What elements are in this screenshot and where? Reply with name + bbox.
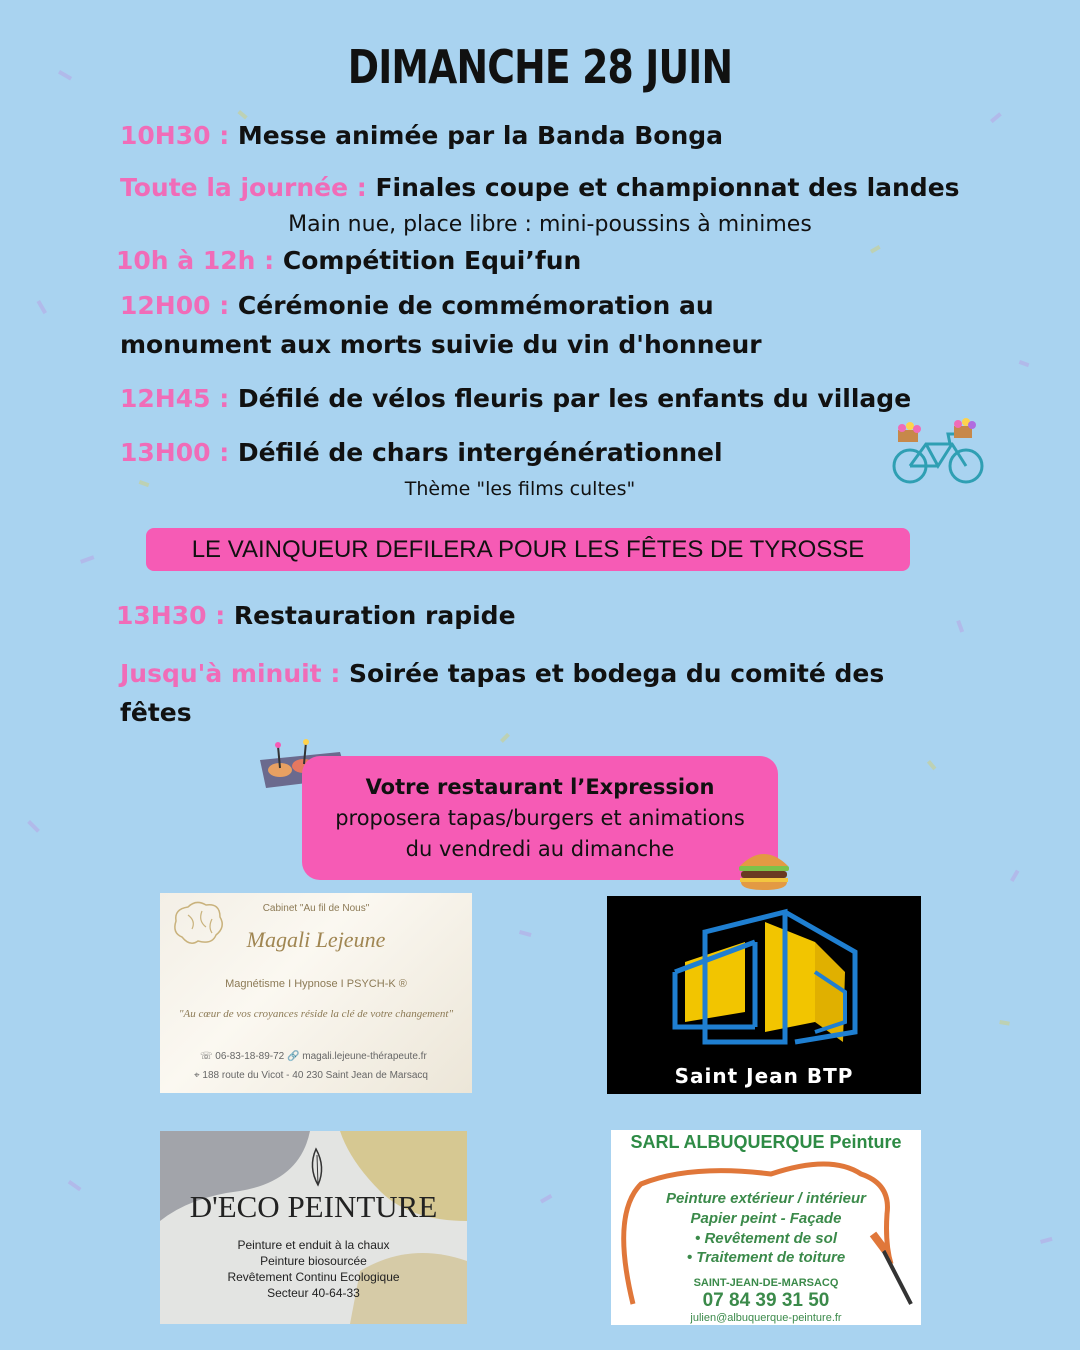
deco-line3: Revêtement Continu Ecologique — [227, 1270, 400, 1284]
schedule-time: 13H30 : — [116, 601, 234, 630]
sponsor-card-albuquerque — [611, 1130, 921, 1325]
deco-line1: Peinture et enduit à la chaux — [237, 1238, 390, 1252]
magali-quote: "Au cœur de vos croyances réside la clé de votre changement" — [178, 1008, 454, 1020]
restaurant-title: Votre restaurant l’Expression — [365, 775, 715, 799]
schedule-item-finales — [120, 173, 960, 202]
schedule-time: 10h à 12h : — [116, 246, 283, 275]
link-icon: 🔗 — [287, 1051, 303, 1062]
schedule-time: 12H00 : — [120, 291, 238, 320]
restaurant-line2: du vendredi au dimanche — [405, 837, 675, 861]
soiree-line2: fêtes — [120, 698, 192, 727]
schedule-item-velos — [120, 384, 911, 413]
schedule-item-restauration — [116, 601, 516, 630]
bullet-icon: • — [695, 1230, 705, 1247]
schedule-text: Défilé de vélos fleuris par les enfants du village — [237, 384, 912, 413]
schedule-text: Soirée tapas et bodega du comité des — [349, 659, 885, 688]
schedule-item-chars — [120, 438, 723, 467]
winner-banner: LE VAINQUEUR DEFILERA POUR LES FÊTES DE TYROSSE — [146, 528, 910, 571]
schedule-item-messe — [120, 121, 723, 150]
schedule-time: 13H00 : — [120, 438, 238, 467]
location-icon: ⌖ — [194, 1070, 203, 1081]
schedule-item-equifun — [116, 246, 581, 275]
albuquerque-service-1: Peinture extérieur / intérieur — [665, 1190, 867, 1207]
schedule-time: Toute la journée : — [120, 173, 376, 202]
btp-logo-icon — [665, 902, 865, 1062]
schedule-text: Cérémonie de commémoration au — [237, 291, 714, 320]
sponsor-card-btp — [607, 896, 921, 1094]
magali-name: Magali Lejeune — [246, 927, 386, 952]
schedule-item-ceremonie — [120, 291, 714, 320]
schedule-time: 10H30 : — [120, 121, 238, 150]
phone-icon: ☏ — [200, 1051, 216, 1062]
chars-theme: Thème "les films cultes" — [404, 478, 636, 500]
bicycle-icon — [890, 418, 986, 488]
magali-phone-row — [200, 1051, 427, 1062]
magali-address-row — [194, 1070, 428, 1081]
schedule-time: 12H45 : — [120, 384, 238, 413]
page-title: DIMANCHE 28 JUIN — [347, 40, 733, 94]
schedule-text: Finales coupe et championnat des landes — [375, 173, 960, 202]
deco-info — [160, 1237, 467, 1301]
restaurant-line1: proposera tapas/burgers et animations — [335, 806, 745, 830]
magali-address: 188 route du Vicot - 40 230 Saint Jean de Marsacq — [202, 1070, 428, 1081]
schedule-text: Compétition Equi’fun — [282, 246, 582, 275]
deco-line4: Secteur 40-64-33 — [267, 1286, 360, 1300]
leaf-icon — [306, 1147, 330, 1187]
albuquerque-name: SARL ALBUQUERQUE Peinture — [630, 1132, 902, 1152]
schedule-item-soiree — [120, 659, 884, 688]
magali-cabinet: Cabinet "Au fil de Nous" — [262, 903, 370, 914]
albuquerque-service-3 — [611, 1230, 921, 1247]
burger-icon — [736, 846, 792, 892]
sponsor-card-deco — [160, 1131, 467, 1324]
magali-services: Magnétisme I Hypnose I PSYCH-K ® — [225, 978, 407, 990]
albuquerque-service-4 — [611, 1249, 921, 1266]
albuquerque-town: SAINT-JEAN-DE-MARSACQ — [693, 1277, 839, 1289]
ceremonie-line2: monument aux morts suivie du vin d'honneur — [120, 330, 762, 359]
deco-name: D'ECO PEINTURE — [189, 1189, 438, 1224]
magali-phone: 06-83-18-89-72 — [215, 1051, 285, 1062]
btp-name: Saint Jean BTP — [674, 1064, 854, 1088]
albuquerque-email: julien@albuquerque-peinture.fr — [690, 1312, 842, 1324]
schedule-text: Messe animée par la Banda Bonga — [237, 121, 724, 150]
albuquerque-service-4-text: Traitement de toiture — [696, 1249, 846, 1266]
deco-line2: Peinture biosourcée — [260, 1254, 367, 1268]
bullet-icon: • — [686, 1249, 697, 1266]
albuquerque-service-2: Papier peint - Façade — [690, 1210, 842, 1227]
schedule-text: Défilé de chars intergénérationnel — [237, 438, 723, 467]
magali-web: magali.lejeune-thérapeute.fr — [302, 1051, 427, 1062]
schedule-time: Jusqu'à minuit : — [120, 659, 350, 688]
albuquerque-service-3-text: Revêtement de sol — [704, 1230, 837, 1247]
restaurant-info-box — [302, 756, 778, 880]
schedule-text: Restauration rapide — [233, 601, 516, 630]
finales-detail: Main nue, place libre : mini-poussins à minimes — [288, 212, 812, 237]
albuquerque-phone: 07 84 39 31 50 — [702, 1290, 830, 1311]
sponsor-card-magali — [160, 893, 472, 1093]
